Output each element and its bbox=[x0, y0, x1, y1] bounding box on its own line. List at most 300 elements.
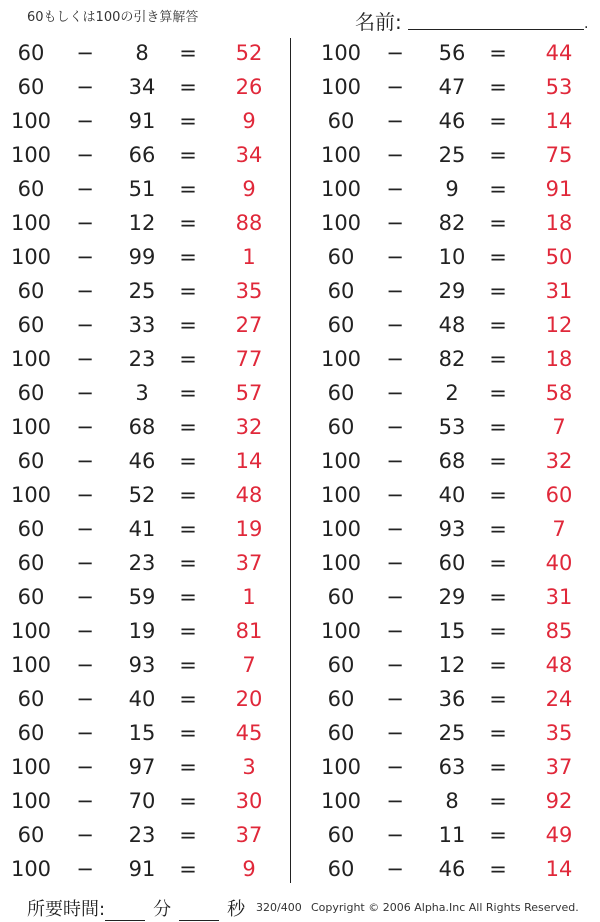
subtrahend: 97 bbox=[128, 755, 156, 779]
minus-sign: − bbox=[386, 75, 404, 99]
minus-sign: − bbox=[386, 347, 404, 371]
minus-sign: − bbox=[76, 687, 94, 711]
answer: 52 bbox=[235, 41, 263, 65]
problem-row bbox=[0, 614, 290, 648]
problem-row bbox=[0, 478, 290, 512]
subtrahend: 91 bbox=[128, 857, 156, 881]
minuend: 100 bbox=[10, 857, 52, 881]
equals-sign: = bbox=[489, 823, 507, 847]
subtrahend: 2 bbox=[445, 381, 459, 405]
minus-sign: − bbox=[386, 245, 404, 269]
answer: 9 bbox=[242, 177, 256, 201]
equals-sign: = bbox=[489, 721, 507, 745]
minus-sign: − bbox=[76, 619, 94, 643]
equals-sign: = bbox=[489, 279, 507, 303]
subtrahend: 47 bbox=[438, 75, 466, 99]
subtrahend: 68 bbox=[438, 449, 466, 473]
subtrahend: 82 bbox=[438, 347, 466, 371]
minus-sign: − bbox=[386, 381, 404, 405]
answer: 19 bbox=[235, 517, 263, 541]
minus-sign: − bbox=[76, 177, 94, 201]
subtrahend: 46 bbox=[438, 857, 466, 881]
answer: 37 bbox=[235, 551, 263, 575]
problem-row bbox=[0, 852, 290, 886]
problem-row bbox=[0, 818, 290, 852]
equals-sign: = bbox=[179, 585, 197, 609]
equals-sign: = bbox=[179, 449, 197, 473]
minuend: 100 bbox=[10, 755, 52, 779]
minuend: 100 bbox=[320, 619, 362, 643]
subtrahend: 40 bbox=[438, 483, 466, 507]
answer: 32 bbox=[235, 415, 263, 439]
minuend: 60 bbox=[327, 823, 355, 847]
answer: 34 bbox=[235, 143, 263, 167]
problem-row bbox=[310, 342, 600, 376]
seconds-blank bbox=[179, 902, 219, 921]
problem-row bbox=[310, 36, 600, 70]
minus-sign: − bbox=[386, 721, 404, 745]
seconds-unit: 秒 bbox=[227, 899, 246, 920]
equals-sign: = bbox=[179, 721, 197, 745]
equals-sign: = bbox=[179, 41, 197, 65]
subtrahend: 70 bbox=[128, 789, 156, 813]
problem-row bbox=[0, 716, 290, 750]
minus-sign: − bbox=[386, 449, 404, 473]
minus-sign: − bbox=[76, 109, 94, 133]
answer: 85 bbox=[545, 619, 573, 643]
minutes-unit: 分 bbox=[153, 899, 172, 920]
answer: 31 bbox=[545, 585, 573, 609]
answer: 92 bbox=[545, 789, 573, 813]
minus-sign: − bbox=[386, 517, 404, 541]
equals-sign: = bbox=[489, 313, 507, 337]
subtrahend: 36 bbox=[438, 687, 466, 711]
minuend: 60 bbox=[17, 279, 45, 303]
answer: 77 bbox=[235, 347, 263, 371]
subtrahend: 99 bbox=[128, 245, 156, 269]
equals-sign: = bbox=[179, 857, 197, 881]
subtrahend: 25 bbox=[438, 721, 466, 745]
minus-sign: − bbox=[76, 449, 94, 473]
problem-row bbox=[310, 376, 600, 410]
minuend: 100 bbox=[320, 449, 362, 473]
minus-sign: − bbox=[386, 41, 404, 65]
minuend: 100 bbox=[10, 245, 52, 269]
minus-sign: − bbox=[76, 245, 94, 269]
answer: 12 bbox=[545, 313, 573, 337]
minus-sign: − bbox=[386, 653, 404, 677]
minuend: 100 bbox=[320, 551, 362, 575]
minus-sign: − bbox=[76, 483, 94, 507]
problem-row bbox=[0, 274, 290, 308]
answer: 14 bbox=[545, 857, 573, 881]
minuend: 60 bbox=[327, 687, 355, 711]
minuend: 60 bbox=[327, 313, 355, 337]
answer: 88 bbox=[235, 211, 263, 235]
equals-sign: = bbox=[179, 653, 197, 677]
equals-sign: = bbox=[489, 143, 507, 167]
minuend: 60 bbox=[327, 245, 355, 269]
left-problem-column bbox=[0, 36, 290, 886]
minuend: 100 bbox=[320, 177, 362, 201]
answer: 7 bbox=[552, 415, 566, 439]
minuend: 60 bbox=[327, 381, 355, 405]
problem-row bbox=[0, 172, 290, 206]
problem-row bbox=[310, 206, 600, 240]
subtrahend: 34 bbox=[128, 75, 156, 99]
minuend: 60 bbox=[17, 177, 45, 201]
minuend: 100 bbox=[320, 517, 362, 541]
answer: 45 bbox=[235, 721, 263, 745]
subtrahend: 52 bbox=[128, 483, 156, 507]
equals-sign: = bbox=[179, 313, 197, 337]
minuend: 60 bbox=[17, 687, 45, 711]
problem-row bbox=[0, 410, 290, 444]
answer: 18 bbox=[545, 347, 573, 371]
minuend: 100 bbox=[320, 211, 362, 235]
answer: 24 bbox=[545, 687, 573, 711]
equals-sign: = bbox=[179, 211, 197, 235]
subtrahend: 48 bbox=[438, 313, 466, 337]
subtrahend: 59 bbox=[128, 585, 156, 609]
subtrahend: 53 bbox=[438, 415, 466, 439]
problem-row bbox=[0, 342, 290, 376]
equals-sign: = bbox=[489, 755, 507, 779]
problem-row bbox=[0, 648, 290, 682]
equals-sign: = bbox=[179, 177, 197, 201]
problem-row bbox=[0, 240, 290, 274]
minuend: 60 bbox=[327, 585, 355, 609]
minuend: 60 bbox=[17, 313, 45, 337]
equals-sign: = bbox=[489, 177, 507, 201]
answer: 20 bbox=[235, 687, 263, 711]
subtrahend: 66 bbox=[128, 143, 156, 167]
minuend: 60 bbox=[17, 551, 45, 575]
minus-sign: − bbox=[386, 619, 404, 643]
minus-sign: − bbox=[76, 279, 94, 303]
time-taken bbox=[27, 895, 253, 921]
minus-sign: − bbox=[386, 823, 404, 847]
subtrahend: 60 bbox=[438, 551, 466, 575]
right-problem-column bbox=[310, 36, 600, 886]
subtrahend: 15 bbox=[438, 619, 466, 643]
minuend: 60 bbox=[17, 75, 45, 99]
problem-row bbox=[310, 308, 600, 342]
equals-sign: = bbox=[179, 143, 197, 167]
equals-sign: = bbox=[489, 517, 507, 541]
problem-row bbox=[310, 444, 600, 478]
equals-sign: = bbox=[489, 415, 507, 439]
problem-row bbox=[0, 36, 290, 70]
equals-sign: = bbox=[179, 75, 197, 99]
problem-row bbox=[0, 376, 290, 410]
minus-sign: − bbox=[76, 823, 94, 847]
minus-sign: − bbox=[386, 585, 404, 609]
minuend: 100 bbox=[10, 619, 52, 643]
minuend: 100 bbox=[10, 143, 52, 167]
minuend: 60 bbox=[327, 721, 355, 745]
name-field bbox=[355, 6, 590, 34]
answer: 35 bbox=[235, 279, 263, 303]
minus-sign: − bbox=[386, 755, 404, 779]
minuend: 60 bbox=[327, 653, 355, 677]
problem-row bbox=[310, 750, 600, 784]
subtrahend: 19 bbox=[128, 619, 156, 643]
equals-sign: = bbox=[179, 789, 197, 813]
subtrahend: 12 bbox=[438, 653, 466, 677]
minuend: 60 bbox=[17, 517, 45, 541]
problem-row bbox=[0, 444, 290, 478]
subtrahend: 51 bbox=[128, 177, 156, 201]
problem-row bbox=[0, 70, 290, 104]
minus-sign: − bbox=[386, 279, 404, 303]
minuend: 100 bbox=[10, 109, 52, 133]
subtrahend: 91 bbox=[128, 109, 156, 133]
equals-sign: = bbox=[489, 483, 507, 507]
problem-row bbox=[0, 750, 290, 784]
problem-row bbox=[310, 70, 600, 104]
equals-sign: = bbox=[179, 517, 197, 541]
answer: 48 bbox=[545, 653, 573, 677]
minus-sign: − bbox=[76, 551, 94, 575]
minus-sign: − bbox=[386, 109, 404, 133]
answer: 48 bbox=[235, 483, 263, 507]
minus-sign: − bbox=[76, 721, 94, 745]
subtrahend: 29 bbox=[438, 279, 466, 303]
minuend: 60 bbox=[17, 449, 45, 473]
answer: 32 bbox=[545, 449, 573, 473]
equals-sign: = bbox=[489, 41, 507, 65]
minuend: 100 bbox=[10, 415, 52, 439]
minuend: 60 bbox=[327, 415, 355, 439]
answer: 9 bbox=[242, 857, 256, 881]
problem-row bbox=[310, 784, 600, 818]
subtrahend: 23 bbox=[128, 823, 156, 847]
minuend: 60 bbox=[327, 857, 355, 881]
subtrahend: 11 bbox=[438, 823, 466, 847]
equals-sign: = bbox=[179, 687, 197, 711]
equals-sign: = bbox=[489, 381, 507, 405]
equals-sign: = bbox=[489, 653, 507, 677]
minuend: 60 bbox=[17, 381, 45, 405]
subtrahend: 82 bbox=[438, 211, 466, 235]
answer: 53 bbox=[545, 75, 573, 99]
problem-row bbox=[0, 104, 290, 138]
minuend: 100 bbox=[320, 789, 362, 813]
minus-sign: − bbox=[76, 211, 94, 235]
answer: 60 bbox=[545, 483, 573, 507]
problem-row bbox=[0, 308, 290, 342]
problem-row bbox=[310, 614, 600, 648]
problem-row bbox=[310, 852, 600, 886]
problem-row bbox=[310, 682, 600, 716]
minuend: 60 bbox=[17, 721, 45, 745]
subtrahend: 29 bbox=[438, 585, 466, 609]
minus-sign: − bbox=[76, 41, 94, 65]
name-dot: . bbox=[584, 16, 589, 32]
answer: 49 bbox=[545, 823, 573, 847]
answer: 14 bbox=[545, 109, 573, 133]
subtrahend: 68 bbox=[128, 415, 156, 439]
problem-row bbox=[0, 138, 290, 172]
answer: 37 bbox=[235, 823, 263, 847]
minuend: 100 bbox=[320, 75, 362, 99]
answer: 7 bbox=[552, 517, 566, 541]
minus-sign: − bbox=[76, 143, 94, 167]
minus-sign: − bbox=[76, 585, 94, 609]
minus-sign: − bbox=[76, 789, 94, 813]
equals-sign: = bbox=[489, 789, 507, 813]
answer: 18 bbox=[545, 211, 573, 235]
equals-sign: = bbox=[179, 109, 197, 133]
subtrahend: 8 bbox=[135, 41, 149, 65]
minus-sign: − bbox=[386, 857, 404, 881]
equals-sign: = bbox=[179, 245, 197, 269]
equals-sign: = bbox=[489, 449, 507, 473]
minus-sign: − bbox=[76, 381, 94, 405]
subtrahend: 41 bbox=[128, 517, 156, 541]
minuend: 60 bbox=[17, 585, 45, 609]
answer: 44 bbox=[545, 41, 573, 65]
problem-row bbox=[310, 580, 600, 614]
minuend: 100 bbox=[10, 483, 52, 507]
answer: 1 bbox=[242, 585, 256, 609]
minus-sign: − bbox=[76, 347, 94, 371]
answer: 30 bbox=[235, 789, 263, 813]
name-line bbox=[408, 29, 584, 30]
minus-sign: − bbox=[76, 313, 94, 337]
minus-sign: − bbox=[76, 517, 94, 541]
problem-row bbox=[310, 240, 600, 274]
worksheet-title: 60もしくは100の引き算解答 bbox=[27, 10, 199, 25]
equals-sign: = bbox=[179, 619, 197, 643]
answer: 31 bbox=[545, 279, 573, 303]
subtrahend: 25 bbox=[128, 279, 156, 303]
answer: 1 bbox=[242, 245, 256, 269]
minus-sign: − bbox=[386, 415, 404, 439]
subtrahend: 46 bbox=[128, 449, 156, 473]
problem-row bbox=[0, 512, 290, 546]
equals-sign: = bbox=[179, 381, 197, 405]
minus-sign: − bbox=[386, 789, 404, 813]
answer: 9 bbox=[242, 109, 256, 133]
minuend: 100 bbox=[320, 483, 362, 507]
subtrahend: 33 bbox=[128, 313, 156, 337]
equals-sign: = bbox=[179, 483, 197, 507]
equals-sign: = bbox=[489, 687, 507, 711]
minus-sign: − bbox=[386, 313, 404, 337]
problem-row bbox=[310, 818, 600, 852]
problem-row bbox=[310, 274, 600, 308]
minus-sign: − bbox=[386, 551, 404, 575]
answer: 7 bbox=[242, 653, 256, 677]
minus-sign: − bbox=[76, 75, 94, 99]
answer: 75 bbox=[545, 143, 573, 167]
subtrahend: 8 bbox=[445, 789, 459, 813]
equals-sign: = bbox=[489, 857, 507, 881]
problem-row bbox=[310, 172, 600, 206]
column-divider bbox=[290, 38, 291, 883]
problem-row bbox=[0, 546, 290, 580]
time-label: 所要時間: bbox=[27, 899, 106, 920]
equals-sign: = bbox=[489, 619, 507, 643]
minus-sign: − bbox=[386, 177, 404, 201]
equals-sign: = bbox=[179, 279, 197, 303]
answer: 35 bbox=[545, 721, 573, 745]
answer: 81 bbox=[235, 619, 263, 643]
problem-row bbox=[310, 104, 600, 138]
minus-sign: − bbox=[76, 653, 94, 677]
problem-row bbox=[310, 410, 600, 444]
subtrahend: 3 bbox=[135, 381, 149, 405]
minuend: 60 bbox=[17, 823, 45, 847]
minuend: 100 bbox=[320, 347, 362, 371]
equals-sign: = bbox=[489, 75, 507, 99]
minuend: 100 bbox=[320, 41, 362, 65]
name-label: 名前: bbox=[355, 10, 402, 34]
minuend: 100 bbox=[10, 347, 52, 371]
equals-sign: = bbox=[179, 347, 197, 371]
equals-sign: = bbox=[179, 551, 197, 575]
answer: 26 bbox=[235, 75, 263, 99]
answer: 58 bbox=[545, 381, 573, 405]
answer: 14 bbox=[235, 449, 263, 473]
subtrahend: 23 bbox=[128, 347, 156, 371]
answer: 40 bbox=[545, 551, 573, 575]
problem-row bbox=[310, 716, 600, 750]
minus-sign: − bbox=[76, 755, 94, 779]
minuend: 100 bbox=[10, 211, 52, 235]
equals-sign: = bbox=[489, 585, 507, 609]
page-count: 320/400 bbox=[256, 901, 302, 914]
copyright: Copyright © 2006 Alpha.Inc All Rights Reserved. bbox=[311, 901, 579, 914]
problem-row bbox=[0, 784, 290, 818]
minuend: 60 bbox=[327, 279, 355, 303]
subtrahend: 12 bbox=[128, 211, 156, 235]
equals-sign: = bbox=[489, 551, 507, 575]
minus-sign: − bbox=[386, 211, 404, 235]
problem-row bbox=[310, 648, 600, 682]
answer: 57 bbox=[235, 381, 263, 405]
equals-sign: = bbox=[489, 211, 507, 235]
problem-row bbox=[0, 206, 290, 240]
minuend: 60 bbox=[327, 109, 355, 133]
subtrahend: 9 bbox=[445, 177, 459, 201]
equals-sign: = bbox=[179, 823, 197, 847]
subtrahend: 23 bbox=[128, 551, 156, 575]
problem-row bbox=[310, 512, 600, 546]
minuend: 100 bbox=[10, 789, 52, 813]
subtrahend: 46 bbox=[438, 109, 466, 133]
problem-row bbox=[310, 138, 600, 172]
subtrahend: 93 bbox=[438, 517, 466, 541]
minus-sign: − bbox=[76, 415, 94, 439]
subtrahend: 15 bbox=[128, 721, 156, 745]
equals-sign: = bbox=[489, 109, 507, 133]
problem-row bbox=[0, 580, 290, 614]
minus-sign: − bbox=[386, 143, 404, 167]
problem-row bbox=[310, 546, 600, 580]
problem-row bbox=[0, 682, 290, 716]
answer: 50 bbox=[545, 245, 573, 269]
subtrahend: 10 bbox=[438, 245, 466, 269]
answer: 3 bbox=[242, 755, 256, 779]
minuend: 100 bbox=[10, 653, 52, 677]
minus-sign: − bbox=[386, 483, 404, 507]
subtrahend: 63 bbox=[438, 755, 466, 779]
equals-sign: = bbox=[179, 415, 197, 439]
subtrahend: 56 bbox=[438, 41, 466, 65]
